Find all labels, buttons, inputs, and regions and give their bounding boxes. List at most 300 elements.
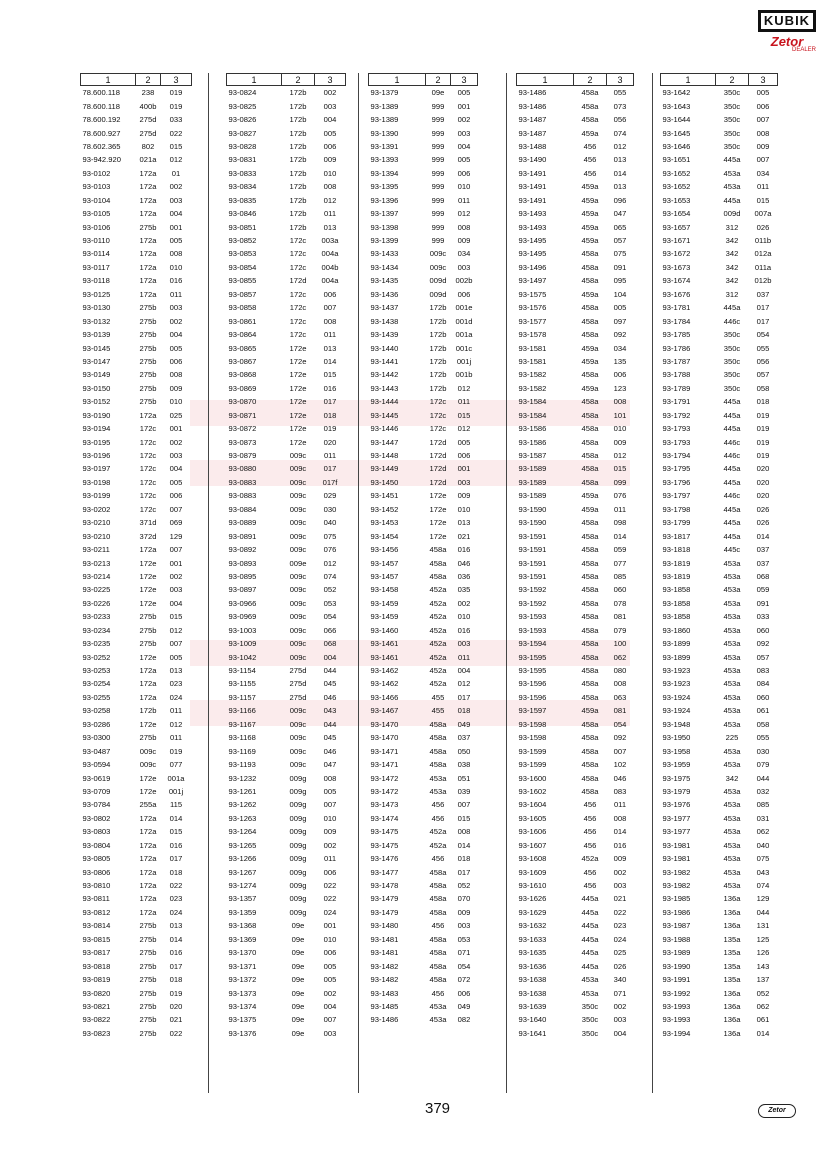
figure-cell: 445a: [723, 410, 741, 420]
table-row: [517, 812, 634, 825]
part-number-cell: 93-1448: [370, 451, 399, 461]
figure-cell: 458a: [429, 746, 447, 756]
figure-cell: 172a: [139, 867, 157, 877]
table-row: [661, 973, 778, 986]
figure-cell: 275b: [139, 934, 157, 944]
table-row: [81, 261, 192, 274]
figure-cell: 446c: [723, 316, 741, 326]
position-cell: 001: [169, 222, 183, 232]
position-cell: 044: [756, 773, 770, 783]
table-row: [517, 556, 634, 569]
figure-cell: 458a: [581, 639, 599, 649]
part-number-cell: 93-1992: [662, 988, 691, 998]
table-row: [227, 99, 346, 112]
figure-cell: 459a: [581, 504, 599, 514]
part-number-cell: 93-1986: [662, 907, 691, 917]
part-number-cell: 93-1819: [662, 571, 691, 581]
table-row: [517, 314, 634, 327]
part-number-cell: 93-1477: [370, 867, 399, 877]
position-cell: 012: [457, 209, 471, 219]
figure-cell: 458a: [581, 679, 599, 689]
table-row: [661, 1000, 778, 1013]
table-row: [369, 664, 478, 677]
part-number-cell: 93-1607: [518, 840, 547, 850]
part-number-cell: 93-1454: [370, 531, 399, 541]
part-number-cell: 93-1453: [370, 518, 399, 528]
position-cell: 018: [169, 975, 183, 985]
table-row: [369, 476, 478, 489]
position-cell: 022: [169, 881, 183, 891]
table-row: [227, 409, 346, 422]
figure-cell: 172b: [289, 195, 307, 205]
position-cell: 037: [756, 545, 770, 555]
figure-cell: 458a: [581, 666, 599, 676]
part-number-cell: 93-1261: [228, 786, 257, 796]
part-number-cell: 93-1632: [518, 921, 547, 931]
figure-cell: 009c: [289, 598, 307, 608]
table-row: [369, 556, 478, 569]
part-number-cell: 93-0864: [228, 330, 257, 340]
figure-cell: 453a: [429, 786, 447, 796]
position-cell: 046: [323, 692, 337, 702]
position-cell: 055: [756, 343, 770, 353]
position-cell: 074: [756, 881, 770, 891]
table-row: [369, 234, 478, 247]
figure-cell: 172e: [289, 356, 307, 366]
table-row: [517, 516, 634, 529]
table-row: [661, 462, 778, 475]
figure-cell: 452a: [581, 854, 599, 864]
position-cell: 077: [613, 558, 627, 568]
table-row: [517, 973, 634, 986]
part-number-cell: 93-0214: [82, 571, 111, 581]
part-number-cell: 93-1924: [662, 706, 691, 716]
parts-table: [80, 73, 192, 1040]
figure-cell: 009c: [289, 652, 307, 662]
table-row: [369, 771, 478, 784]
figure-cell: 453a: [429, 773, 447, 783]
part-number-cell: 93-1456: [370, 545, 399, 555]
part-number-cell: 93-0487: [82, 746, 111, 756]
figure-cell: 453a: [723, 598, 741, 608]
figure-cell: 445a: [723, 504, 741, 514]
figure-cell: 453a: [723, 571, 741, 581]
figure-cell: 999: [431, 168, 445, 178]
part-number-cell: 93-1374: [228, 1001, 257, 1011]
position-cell: 008: [323, 316, 337, 326]
part-number-cell: 93-0821: [82, 1001, 111, 1011]
figure-cell: 452a: [429, 840, 447, 850]
table-row: [661, 86, 778, 100]
part-number-cell: 93-1442: [370, 370, 399, 380]
position-cell: 013: [323, 222, 337, 232]
table-row: [227, 1000, 346, 1013]
table-row: [661, 516, 778, 529]
part-number-cell: 93-1589: [518, 491, 547, 501]
figure-cell: 009c: [429, 249, 447, 259]
part-number-cell: 93-1581: [518, 356, 547, 366]
part-number-cell: 93-1899: [662, 652, 691, 662]
table-row: [369, 288, 478, 301]
figure-cell: 275b: [139, 397, 157, 407]
position-cell: 023: [169, 679, 183, 689]
table-row: [81, 664, 192, 677]
position-cell: 017f: [322, 477, 338, 487]
figure-cell: 446c: [723, 491, 741, 501]
figure-cell: 458a: [581, 249, 599, 259]
table-row: [517, 852, 634, 865]
part-number-cell: 93-0210: [82, 518, 111, 528]
position-cell: 126: [756, 948, 770, 958]
part-number-cell: 93-0867: [228, 356, 257, 366]
figure-cell: 456: [583, 155, 597, 165]
position-cell: 014: [756, 1028, 770, 1038]
part-number-cell: 93-1471: [370, 760, 399, 770]
table-row: [369, 650, 478, 663]
part-number-cell: 78.600.192: [82, 115, 121, 125]
table-row: [661, 610, 778, 623]
figure-cell: 172a: [139, 262, 157, 272]
figure-cell: 172e: [429, 531, 447, 541]
figure-cell: 172e: [429, 518, 447, 528]
part-number-cell: 93-0857: [228, 289, 257, 299]
position-cell: 083: [756, 666, 770, 676]
figure-cell: 458a: [429, 867, 447, 877]
part-number-cell: 93-1786: [662, 343, 691, 353]
position-cell: 011: [323, 330, 337, 340]
figure-cell: 172b: [429, 383, 447, 393]
position-cell: 104: [613, 289, 627, 299]
figure-cell: 238: [141, 88, 155, 98]
figure-cell: 458a: [581, 719, 599, 729]
part-number-cell: 93-1459: [370, 612, 399, 622]
position-cell: 003: [457, 639, 471, 649]
part-number-cell: 93-1595: [518, 666, 547, 676]
figure-cell: 458a: [581, 370, 599, 380]
figure-cell: 172a: [139, 894, 157, 904]
figure-cell: 453a: [723, 760, 741, 770]
table-row: [81, 892, 192, 905]
figure-cell: 350c: [723, 115, 741, 125]
part-number-cell: 93-1473: [370, 800, 399, 810]
table-row: [517, 409, 634, 422]
part-number-cell: 93-1370: [228, 948, 257, 958]
part-number-cell: 93-1636: [518, 961, 547, 971]
position-cell: 001: [169, 558, 183, 568]
figure-cell: 456: [431, 988, 445, 998]
figure-cell: 275b: [139, 370, 157, 380]
figure-cell: 009g: [289, 800, 307, 810]
table-row: [517, 825, 634, 838]
figure-cell: 009c: [289, 706, 307, 716]
part-number-cell: 93-0883: [228, 491, 257, 501]
position-cell: 003: [613, 881, 627, 891]
figure-cell: 400b: [139, 101, 157, 111]
figure-cell: 458a: [429, 934, 447, 944]
part-number-cell: 93-1487: [518, 115, 547, 125]
part-number-cell: 93-0132: [82, 316, 111, 326]
position-cell: 022: [169, 1028, 183, 1038]
table-row: [81, 543, 192, 556]
position-cell: 055: [756, 733, 770, 743]
part-number-cell: 93-0871: [228, 410, 257, 420]
table-row: [661, 99, 778, 112]
part-number-cell: 93-1193: [228, 760, 256, 770]
figure-cell: 458a: [581, 477, 599, 487]
figure-cell: 172a: [139, 276, 157, 286]
table-row: [661, 650, 778, 663]
figure-cell: 09e: [291, 1028, 305, 1038]
position-cell: 004: [169, 209, 183, 219]
position-cell: 007: [613, 746, 627, 756]
table-row: [517, 126, 634, 139]
part-number-cell: 93-0818: [82, 961, 111, 971]
figure-cell: 453a: [723, 639, 741, 649]
part-number-cell: 93-0895: [228, 571, 257, 581]
part-number-cell: 93-0966: [228, 598, 257, 608]
table-header-row: [517, 74, 634, 86]
part-number-cell: 93-1987: [662, 921, 691, 931]
table-row: [369, 610, 478, 623]
figure-cell: 172e: [429, 504, 447, 514]
position-cell: 034: [756, 168, 770, 178]
figure-cell: 275b: [139, 356, 157, 366]
figure-cell: 350c: [581, 1028, 599, 1038]
position-cell: 015: [323, 370, 337, 380]
table-row: [517, 744, 634, 757]
table-row: [661, 207, 778, 220]
position-cell: 016: [457, 545, 471, 555]
table-row: [661, 731, 778, 744]
table-row: [517, 543, 634, 556]
position-cell: 006: [323, 141, 337, 151]
table-row: [661, 744, 778, 757]
figure-cell: 458a: [581, 276, 599, 286]
figure-cell: 456: [583, 881, 597, 891]
position-cell: 002: [613, 1001, 627, 1011]
figure-cell: 009c: [289, 531, 307, 541]
table-row: [517, 529, 634, 542]
figure-cell: 452a: [429, 652, 447, 662]
part-number-cell: 93-0102: [82, 168, 111, 178]
position-cell: 052: [756, 988, 770, 998]
figure-cell: 172e: [289, 437, 307, 447]
position-cell: 004: [169, 330, 183, 340]
part-number-cell: 93-1577: [518, 316, 547, 326]
table-row: [227, 449, 346, 462]
position-cell: 018: [457, 706, 471, 716]
position-cell: 005: [323, 128, 337, 138]
figure-cell: 458a: [581, 598, 599, 608]
figure-cell: 458a: [429, 545, 447, 555]
position-cell: 001e: [455, 303, 473, 313]
parts-table: [226, 73, 346, 1040]
table-row: [227, 718, 346, 731]
position-cell: 002: [613, 867, 627, 877]
figure-cell: 453a: [723, 840, 741, 850]
figure-cell: 453a: [723, 827, 741, 837]
position-cell: 085: [613, 571, 627, 581]
part-number-cell: 93-1376: [228, 1028, 257, 1038]
position-cell: 057: [756, 370, 770, 380]
table-row: [517, 140, 634, 153]
part-number-cell: 93-1977: [662, 827, 691, 837]
figure-cell: 999: [431, 195, 445, 205]
position-cell: 013: [323, 343, 337, 353]
table-row: [81, 234, 192, 247]
part-number-cell: 93-1985: [662, 894, 691, 904]
part-number-cell: 93-0828: [228, 141, 257, 151]
position-cell: 038: [457, 760, 471, 770]
part-number-cell: 93-1488: [518, 141, 547, 151]
figure-cell: 350c: [723, 356, 741, 366]
position-cell: 062: [613, 652, 627, 662]
table-row: [227, 597, 346, 610]
part-number-cell: 93-1586: [518, 424, 547, 434]
table-row: [369, 704, 478, 717]
figure-cell: 172a: [139, 236, 157, 246]
table-row: [517, 462, 634, 475]
part-number-cell: 93-0865: [228, 343, 257, 353]
table-row: [81, 247, 192, 260]
position-cell: 015: [169, 612, 183, 622]
table-row: [81, 314, 192, 327]
table-row: [81, 624, 192, 637]
table-row: [661, 220, 778, 233]
figure-cell: 255a: [139, 800, 157, 810]
part-number-cell: 93-1576: [518, 303, 547, 313]
figure-cell: 172b: [429, 356, 447, 366]
table-row: [369, 140, 478, 153]
table-row: [661, 865, 778, 878]
table-row: [81, 476, 192, 489]
part-number-cell: 93-0197: [82, 464, 111, 474]
position-cell: 084: [756, 679, 770, 689]
figure-cell: 172c: [289, 316, 307, 326]
figure-cell: 459a: [581, 706, 599, 716]
figure-cell: 445a: [581, 961, 599, 971]
column-header: 1: [369, 74, 426, 86]
position-cell: 012a: [754, 249, 772, 259]
position-cell: 001d: [455, 316, 473, 326]
position-cell: 068: [323, 639, 337, 649]
table-row: [517, 758, 634, 771]
figure-cell: 009c: [289, 571, 307, 581]
table-row: [227, 650, 346, 663]
part-number-cell: 93-1993: [662, 1001, 691, 1011]
part-number-cell: 93-1157: [228, 692, 256, 702]
part-number-cell: 93-1591: [518, 558, 547, 568]
part-number-cell: 93-0211: [82, 545, 110, 555]
part-number-cell: 93-1593: [518, 612, 547, 622]
part-number-cell: 93-1590: [518, 518, 547, 528]
part-number-cell: 78.600.118: [82, 88, 120, 98]
table-row: [81, 449, 192, 462]
part-number-cell: 93-1483: [370, 988, 399, 998]
table-row: [81, 771, 192, 784]
part-number-cell: 93-1578: [518, 330, 547, 340]
position-cell: 017: [457, 692, 471, 702]
figure-cell: 275b: [139, 948, 157, 958]
part-number-cell: 93-0819: [82, 975, 111, 985]
part-number-cell: 93-0196: [82, 451, 111, 461]
figure-cell: 458a: [581, 464, 599, 474]
figure-cell: 452a: [429, 679, 447, 689]
part-number-cell: 93-1371: [228, 961, 257, 971]
table-row: [369, 422, 478, 435]
position-cell: 054: [613, 719, 627, 729]
position-cell: 012: [169, 625, 183, 635]
position-cell: 054: [323, 612, 337, 622]
position-cell: 022: [169, 128, 183, 138]
position-cell: 014: [457, 840, 471, 850]
part-number-cell: 93-0150: [82, 383, 111, 393]
table-row: [81, 422, 192, 435]
position-cell: 003: [457, 128, 471, 138]
part-number-cell: 93-0254: [82, 679, 111, 689]
figure-cell: 453a: [723, 706, 741, 716]
figure-cell: 445a: [723, 397, 741, 407]
table-row: [517, 435, 634, 448]
table-row: [369, 113, 478, 126]
position-cell: 026: [613, 961, 627, 971]
table-row: [661, 543, 778, 556]
position-cell: 045: [323, 679, 337, 689]
position-cell: 017: [323, 464, 337, 474]
position-cell: 019: [169, 988, 183, 998]
position-cell: 001j: [456, 356, 472, 366]
part-number-cell: 93-1990: [662, 961, 691, 971]
table-header-row: [369, 74, 478, 86]
table-row: [517, 785, 634, 798]
figure-cell: 172b: [289, 182, 307, 192]
position-cell: 004: [457, 666, 471, 676]
figure-cell: 135a: [723, 948, 741, 958]
figure-cell: 459a: [581, 289, 599, 299]
position-cell: 056: [756, 356, 770, 366]
position-cell: 019: [169, 101, 183, 111]
figure-cell: 172a: [139, 692, 157, 702]
table-row: [661, 503, 778, 516]
table-row: [517, 167, 634, 180]
table-row: [661, 328, 778, 341]
position-cell: 001c: [455, 343, 473, 353]
part-number-cell: 93-1672: [662, 249, 691, 259]
table-row: [517, 288, 634, 301]
figure-cell: 009c: [139, 746, 157, 756]
figure-cell: 009g: [289, 840, 307, 850]
figure-cell: 172a: [139, 410, 157, 420]
part-number-cell: 93-1591: [518, 531, 547, 541]
table-row: [81, 529, 192, 542]
part-number-cell: 93-1262: [228, 800, 257, 810]
table-row: [81, 301, 192, 314]
table-row: [517, 247, 634, 260]
table-row: [661, 946, 778, 959]
figure-cell: 458a: [581, 330, 599, 340]
figure-cell: 453a: [723, 813, 741, 823]
figure-cell: 452a: [429, 625, 447, 635]
table-row: [661, 234, 778, 247]
table-row: [227, 220, 346, 233]
part-number-cell: 93-0286: [82, 719, 111, 729]
position-cell: 062: [756, 827, 770, 837]
table-row: [369, 919, 478, 932]
position-cell: 074: [613, 128, 627, 138]
part-number-cell: 93-0893: [228, 558, 257, 568]
table-row: [369, 301, 478, 314]
figure-cell: 458a: [581, 545, 599, 555]
